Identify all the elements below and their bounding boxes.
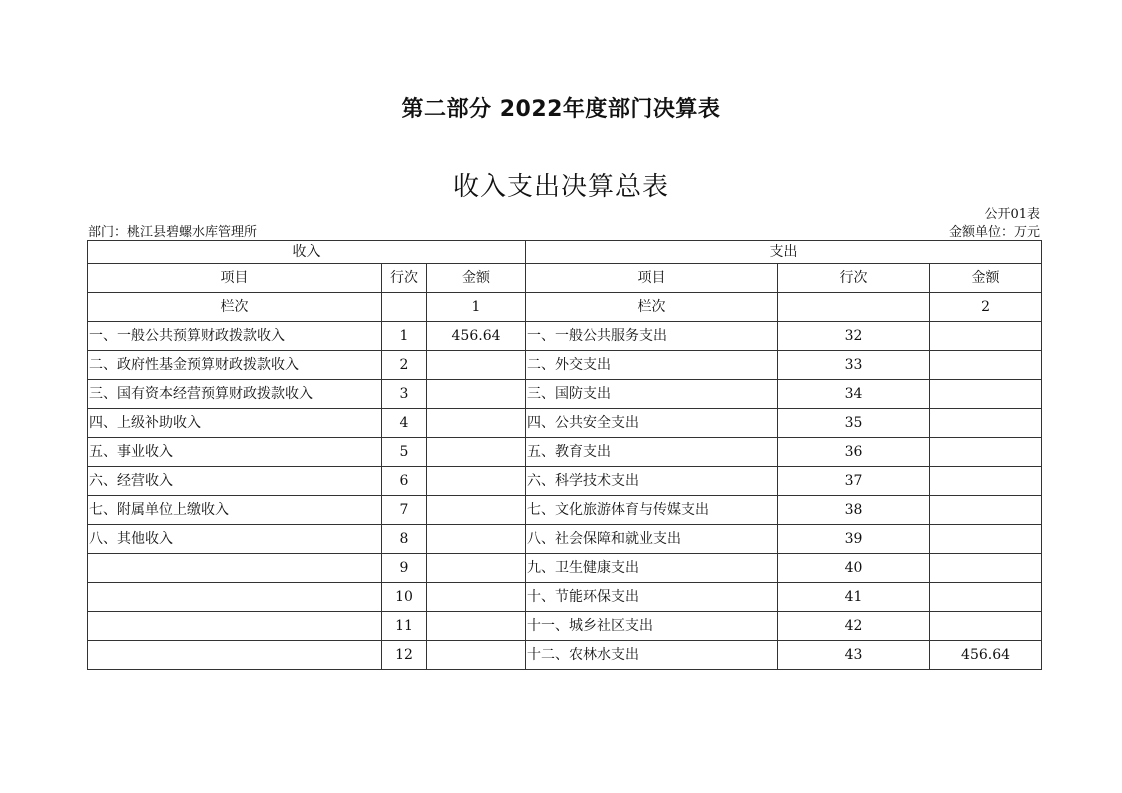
expense-amount-cell: [930, 351, 1042, 380]
income-amount-cell: [427, 409, 526, 438]
expense-row-number-cell: 38: [778, 496, 930, 525]
income-amount-cell: [427, 612, 526, 641]
table-row: [88, 554, 1042, 583]
expense-amount-cell: [930, 583, 1042, 612]
income-item-cell: 四、上级补助收入: [88, 409, 382, 438]
expense-row-number-cell: 43: [778, 641, 930, 670]
expense-amount-cell: [930, 554, 1042, 583]
income-item-cell: 六、经营收入: [88, 467, 382, 496]
income-amount-cell: 456.64: [427, 322, 526, 351]
expense-section-header: 支出: [526, 241, 1042, 264]
expense-amount-header: 金额: [930, 264, 1042, 293]
table-row: [88, 496, 1042, 525]
section-header-row: [88, 241, 1042, 264]
income-item-cell: [88, 554, 382, 583]
income-amount-cell: [427, 525, 526, 554]
expense-item-cell: 十一、城乡社区支出: [526, 612, 778, 641]
income-expense-table: [87, 240, 1042, 670]
table-title: 收入支出决算总表: [452, 172, 669, 202]
income-amount-cell: [427, 467, 526, 496]
expense-lanci-label: 栏次: [526, 293, 778, 322]
form-number: 公开01表: [984, 207, 1040, 222]
part-title: 第二部分 2022年度部门决算表: [401, 97, 721, 122]
table-row: [88, 438, 1042, 467]
expense-item-cell: 一、一般公共服务支出: [526, 322, 778, 351]
income-amount-cell: [427, 583, 526, 612]
table-row: [88, 322, 1042, 351]
expense-amount-cell: [930, 409, 1042, 438]
expense-row-number-cell: 42: [778, 612, 930, 641]
income-amount-cell: [427, 380, 526, 409]
expense-item-cell: 十二、农林水支出: [526, 641, 778, 670]
table-row: [88, 612, 1042, 641]
expense-row-number-cell: 33: [778, 351, 930, 380]
table-row: [88, 583, 1042, 612]
expense-amount-cell: [930, 525, 1042, 554]
table-row: [88, 351, 1042, 380]
income-amount-cell: [427, 351, 526, 380]
expense-amount-cell: [930, 612, 1042, 641]
expense-amount-cell: [930, 380, 1042, 409]
expense-lanci-number: 2: [930, 293, 1042, 322]
income-row-number-cell: 1: [382, 322, 427, 351]
income-item-header: 项目: [88, 264, 382, 293]
expense-item-cell: 七、文化旅游体育与传媒支出: [526, 496, 778, 525]
expense-amount-cell: [930, 496, 1042, 525]
expense-row-number-cell: 40: [778, 554, 930, 583]
table-row: [88, 380, 1042, 409]
income-amount-cell: [427, 438, 526, 467]
expense-item-cell: 三、国防支出: [526, 380, 778, 409]
expense-row-number-cell: 37: [778, 467, 930, 496]
income-row-number-cell: 8: [382, 525, 427, 554]
expense-amount-cell: [930, 467, 1042, 496]
income-row-number-cell: 2: [382, 351, 427, 380]
income-amount-header: 金额: [427, 264, 526, 293]
income-item-cell: [88, 641, 382, 670]
income-row-number-cell: 4: [382, 409, 427, 438]
income-row-number-cell: 12: [382, 641, 427, 670]
income-row-number-cell: 10: [382, 583, 427, 612]
income-item-cell: 五、事业收入: [88, 438, 382, 467]
amount-unit-label: 金额单位：万元: [948, 225, 1040, 240]
income-lanci-number: 1: [427, 293, 526, 322]
income-amount-cell: [427, 554, 526, 583]
expense-item-cell: 十、节能环保支出: [526, 583, 778, 612]
income-item-cell: 二、政府性基金预算财政拨款收入: [88, 351, 382, 380]
column-header-row: [88, 264, 1042, 293]
expense-row-number-cell: 32: [778, 322, 930, 351]
income-row-number-cell: 3: [382, 380, 427, 409]
income-item-cell: 七、附属单位上缴收入: [88, 496, 382, 525]
expense-item-cell: 四、公共安全支出: [526, 409, 778, 438]
income-amount-cell: [427, 496, 526, 525]
table-row: [88, 641, 1042, 670]
expense-item-cell: 六、科学技术支出: [526, 467, 778, 496]
expense-row-number-cell: 36: [778, 438, 930, 467]
table-row: [88, 467, 1042, 496]
expense-amount-cell: [930, 322, 1042, 351]
department-label: 部门：桃江县碧螺水库管理所: [88, 225, 258, 240]
expense-item-cell: 八、社会保障和就业支出: [526, 525, 778, 554]
expense-item-header: 项目: [526, 264, 778, 293]
income-item-cell: [88, 612, 382, 641]
expense-row-number-cell: 35: [778, 409, 930, 438]
expense-row-number-cell: 34: [778, 380, 930, 409]
income-lanci-row-cell: [382, 293, 427, 322]
income-lanci-label: 栏次: [88, 293, 382, 322]
expense-row-header: 行次: [778, 264, 930, 293]
expense-item-cell: 九、卫生健康支出: [526, 554, 778, 583]
income-row-number-cell: 11: [382, 612, 427, 641]
lanci-row: [88, 293, 1042, 322]
table-row: [88, 409, 1042, 438]
income-row-number-cell: 7: [382, 496, 427, 525]
income-section-header: 收入: [88, 241, 526, 264]
income-row-header: 行次: [382, 264, 427, 293]
expense-row-number-cell: 41: [778, 583, 930, 612]
income-row-number-cell: 5: [382, 438, 427, 467]
expense-row-number-cell: 39: [778, 525, 930, 554]
expense-lanci-row-cell: [778, 293, 930, 322]
expense-amount-cell: [930, 438, 1042, 467]
table-row: [88, 525, 1042, 554]
income-item-cell: 三、国有资本经营预算财政拨款收入: [88, 380, 382, 409]
income-item-cell: 一、一般公共预算财政拨款收入: [88, 322, 382, 351]
income-amount-cell: [427, 641, 526, 670]
expense-amount-cell: 456.64: [930, 641, 1042, 670]
expense-item-cell: 五、教育支出: [526, 438, 778, 467]
income-row-number-cell: 6: [382, 467, 427, 496]
expense-item-cell: 二、外交支出: [526, 351, 778, 380]
income-row-number-cell: 9: [382, 554, 427, 583]
income-item-cell: [88, 583, 382, 612]
income-item-cell: 八、其他收入: [88, 525, 382, 554]
